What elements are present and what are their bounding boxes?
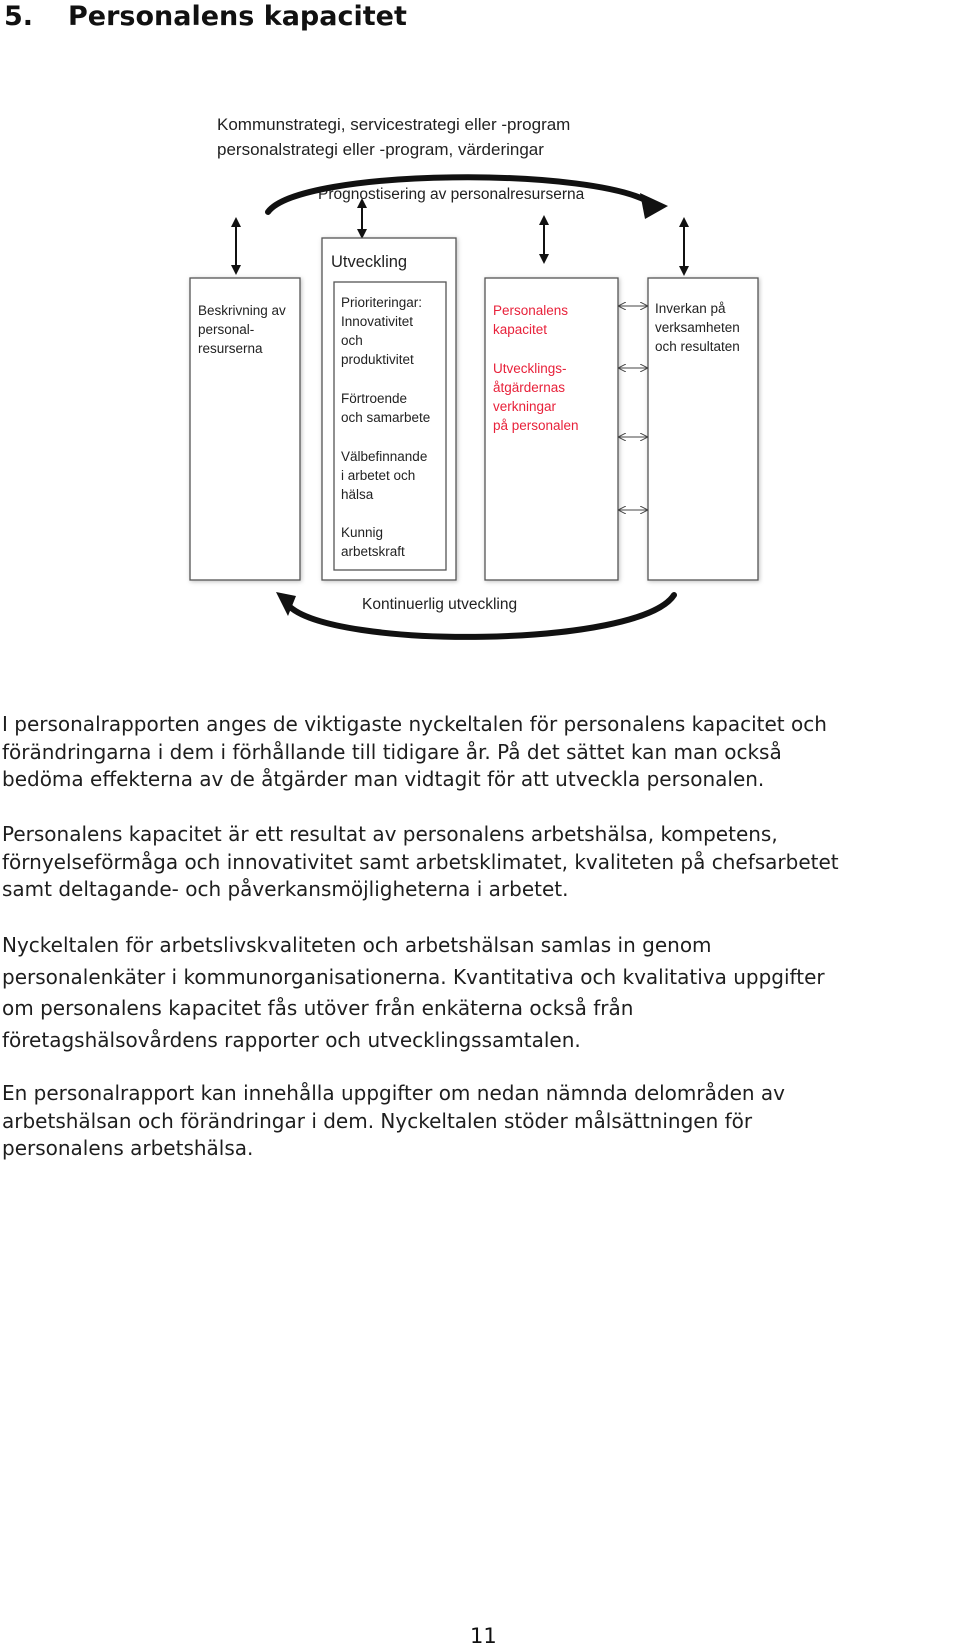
- paragraph-3: Nyckeltalen för arbetslivskvaliteten och arbetshälsan samlas in genom personalenkäter i kommunorganisationerna. Kvantitativa och kvalitativa uppgifter om personalens kapacitet fås utöver från enkäterna också från företagshälsovårdens rapporter och utvecklingssamtalen.: [2, 933, 825, 1053]
- box2-g3-line-2: i arbetet och: [341, 468, 416, 483]
- box4-line-2: verksamheten: [655, 320, 740, 335]
- box3-g1-line-1: Personalens: [493, 303, 569, 318]
- box1-line-3: resurserna: [198, 341, 263, 356]
- box2-g1-line-1: Prioriteringar:: [341, 295, 423, 310]
- box2-g1-line-2: Innovativitet: [341, 314, 414, 329]
- paragraph-1: I personalrapporten anges de viktigaste nyckeltalen för personalens kapacitet och förändringarna i dem i förhållande till tidigare år. På det sättet kan man också bedöma effekterna av de åtgärder man vidtagit för att utveckla personalen.: [2, 712, 827, 791]
- box3-g2-line-4: på personalen: [493, 418, 579, 433]
- box4-line-1: Inverkan på: [655, 301, 726, 316]
- box2-g4-line-2: arbetskraft: [341, 544, 405, 559]
- box1-line-1: Beskrivning av: [198, 303, 286, 318]
- box2-g1-line-4: produktivitet: [341, 352, 414, 367]
- box4-line-3: och resultaten: [655, 339, 740, 354]
- box2-g2-line-2: och samarbete: [341, 410, 431, 425]
- box1-line-2: personal-: [198, 322, 255, 337]
- box3-g2-line-1: Utvecklings-: [493, 361, 567, 376]
- section-number: 5.: [4, 1, 34, 32]
- top-arc-label: Prognostisering av personalresurserna: [318, 186, 585, 203]
- bottom-arc-label: Kontinuerlig utveckling: [362, 596, 518, 613]
- top-strategy-line-2: personalstrategi eller -program, värderingar: [217, 140, 544, 159]
- top-curved-arrow-head: [640, 193, 668, 219]
- top-strategy-line-1: Kommunstrategi, servicestrategi eller -program: [217, 115, 571, 134]
- paragraph-4: En personalrapport kan innehålla uppgifter om nedan nämnda delområden av arbetshälsan och förändringar i dem. Nyckeltalen stöder målsättningen för personalens arbetshälsa.: [2, 1081, 786, 1160]
- box2-g2-line-1: Förtroende: [341, 391, 408, 406]
- box3-g2-line-3: verkningar: [493, 399, 557, 414]
- box2-title: Utveckling: [331, 253, 408, 271]
- paragraph-2: Personalens kapacitet är ett resultat av personalens arbetshälsa, kompetens, förnyelseförmåga och innovativitet samt arbetsklimatet, kvaliteten på chefsarbetet samt deltagande- och påverkansmöjligheterna i arbetet.: [2, 822, 839, 901]
- personnel-capacity-diagram: [0, 0, 960, 680]
- box3-g1-line-2: kapacitet: [493, 322, 548, 337]
- page-number: 11: [470, 1624, 497, 1648]
- box3-g2-line-2: åtgärdernas: [493, 380, 566, 395]
- box2-g3-line-1: Välbefinnande: [341, 449, 428, 464]
- box2-g1-line-3: och: [341, 333, 363, 348]
- box2-g3-line-3: hälsa: [341, 487, 374, 502]
- section-title: Personalens kapacitet: [68, 1, 407, 32]
- box2-g4-line-1: Kunnig: [341, 525, 384, 540]
